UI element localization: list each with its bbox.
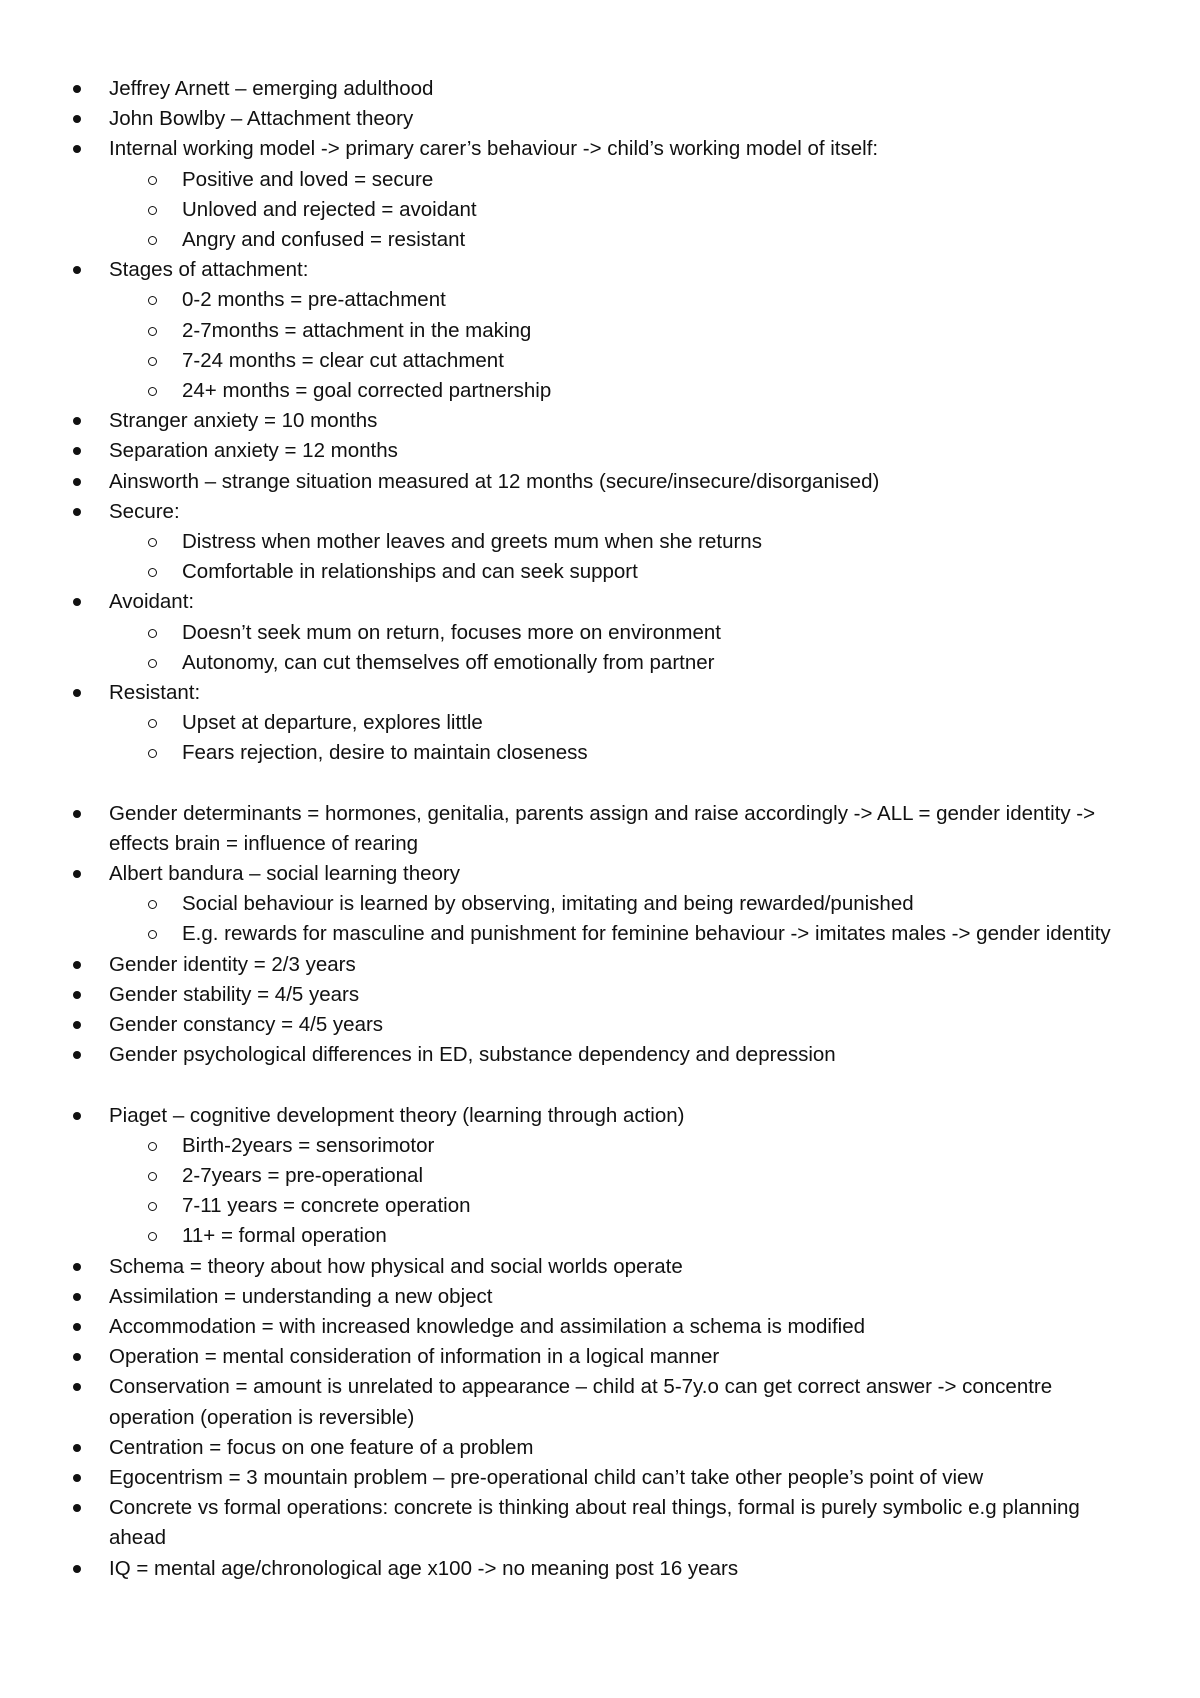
bullet-text: Gender determinants = hormones, genitalia, parents assign and raise accordingly -> ALL = gender identity -> effects brain = influence of rearing <box>109 801 1096 855</box>
bullet-item <box>0 950 1200 980</box>
bullet-text: Concrete vs formal operations: concrete is thinking about real things, formal is purely symbolic e.g planning ahead <box>109 1496 1080 1550</box>
bullet-text: Gender psychological differences in ED, substance dependency and depression <box>109 1043 836 1067</box>
bullet-text: Stranger anxiety = 10 months <box>109 409 378 433</box>
sub-bullet-item <box>0 376 1200 406</box>
sub-bullet-item <box>0 1131 1200 1161</box>
bullet-text: Schema = theory about how physical and social worlds operate <box>109 1254 683 1278</box>
blank-line <box>0 769 1200 799</box>
bullet-text: Positive and loved = secure <box>182 167 434 191</box>
sub-bullet-item <box>0 346 1200 376</box>
bullet-text: 11+ = formal operation <box>182 1224 387 1248</box>
bullet-text: Accommodation = with increased knowledge and assimilation a schema is modified <box>109 1314 866 1338</box>
bullet-text: Assimilation = understanding a new object <box>109 1284 493 1308</box>
bullet-item <box>0 799 1200 859</box>
bullet-item <box>0 1433 1200 1463</box>
bullet-text: 7-24 months = clear cut attachment <box>182 348 504 372</box>
bullet-item <box>0 436 1200 466</box>
sub-bullet-item <box>0 738 1200 768</box>
sub-bullet-item <box>0 889 1200 919</box>
bullet-item <box>0 497 1200 527</box>
bullet-text: Albert bandura – social learning theory <box>109 862 460 886</box>
sub-bullet-item <box>0 165 1200 195</box>
bullet-text: Fears rejection, desire to maintain closeness <box>182 741 588 765</box>
bullet-text: Distress when mother leaves and greets mum when she returns <box>182 530 762 554</box>
bullet-item <box>0 1010 1200 1040</box>
sub-bullet-item <box>0 708 1200 738</box>
bullet-item <box>0 1342 1200 1372</box>
bullet-text: E.g. rewards for masculine and punishment for feminine behaviour -> imitates males -> gender identity <box>182 922 1111 946</box>
bullet-text: Resistant: <box>109 681 201 705</box>
sub-bullet-item <box>0 1191 1200 1221</box>
bullet-item <box>0 74 1200 104</box>
bullet-text: 24+ months = goal corrected partnership <box>182 379 552 403</box>
bullet-text: Operation = mental consideration of information in a logical manner <box>109 1345 720 1369</box>
bullet-text: 2-7years = pre-operational <box>182 1163 424 1187</box>
bullet-item <box>0 1252 1200 1282</box>
bullet-text: Social behaviour is learned by observing, imitating and being rewarded/punished <box>182 892 914 916</box>
bullet-text: Angry and confused = resistant <box>182 228 466 252</box>
sub-bullet-item <box>0 557 1200 587</box>
bullet-item <box>0 1282 1200 1312</box>
sub-bullet-item <box>0 316 1200 346</box>
bullet-item <box>0 587 1200 617</box>
bullet-item <box>0 678 1200 708</box>
bullet-text: Piaget – cognitive development theory (learning through action) <box>109 1103 685 1127</box>
bullet-text: Comfortable in relationships and can seek support <box>182 560 638 584</box>
sub-bullet-item <box>0 919 1200 949</box>
bullet-text: Jeffrey Arnett – emerging adulthood <box>109 77 434 100</box>
bullet-item <box>0 859 1200 889</box>
bullet-item <box>0 467 1200 497</box>
bullet-item <box>0 406 1200 436</box>
bullet-text: John Bowlby – Attachment theory <box>109 107 414 131</box>
bullet-item <box>0 1463 1200 1493</box>
sub-bullet-item <box>0 225 1200 255</box>
bullet-text: Separation anxiety = 12 months <box>109 439 398 463</box>
bullet-text: Ainsworth – strange situation measured at 12 months (secure/insecure/disorganised) <box>109 469 880 493</box>
bullet-text: Secure: <box>109 499 180 523</box>
bullet-item <box>0 1493 1200 1553</box>
sub-bullet-item <box>0 195 1200 225</box>
bullet-text: Avoidant: <box>109 590 195 614</box>
bullet-text: Stages of attachment: <box>109 258 309 282</box>
bullet-item <box>0 1040 1200 1070</box>
bullet-item <box>0 1554 1200 1584</box>
bullet-list <box>0 74 1200 1584</box>
bullet-item <box>0 134 1200 164</box>
bullet-text: Autonomy, can cut themselves off emotionally from partner <box>182 650 715 674</box>
sub-bullet-item <box>0 1161 1200 1191</box>
bullet-item <box>0 104 1200 134</box>
bullet-item <box>0 1312 1200 1342</box>
bullet-text: Gender stability = 4/5 years <box>109 982 360 1006</box>
bullet-text: 7-11 years = concrete operation <box>182 1194 471 1218</box>
sub-bullet-item <box>0 1221 1200 1251</box>
bullet-item <box>0 1101 1200 1131</box>
bullet-text: 2-7months = attachment in the making <box>182 318 532 342</box>
bullet-text: Doesn’t seek mum on return, focuses more on environment <box>182 620 721 644</box>
bullet-item <box>0 1372 1200 1432</box>
bullet-text: 0-2 months = pre-attachment <box>182 288 446 312</box>
bullet-item <box>0 255 1200 285</box>
bullet-text: Gender constancy = 4/5 years <box>109 1013 384 1037</box>
blank-line <box>0 1071 1200 1101</box>
sub-bullet-item <box>0 648 1200 678</box>
bullet-text: Centration = focus on one feature of a problem <box>109 1435 534 1459</box>
bullet-text: Birth-2years = sensorimotor <box>182 1133 435 1157</box>
bullet-text: Conservation = amount is unrelated to appearance – child at 5-7y.o can get correct answer -> concentre operation (operation is reversible) <box>109 1375 1053 1429</box>
sub-bullet-item <box>0 527 1200 557</box>
sub-bullet-item <box>0 285 1200 315</box>
bullet-item <box>0 980 1200 1010</box>
bullet-text: Unloved and rejected = avoidant <box>182 197 477 221</box>
bullet-text: Egocentrism = 3 mountain problem – pre-operational child can’t take other people’s point of view <box>109 1465 984 1489</box>
bullet-text: Upset at departure, explores little <box>182 711 483 735</box>
bullet-text: Internal working model -> primary carer’s behaviour -> child’s working model of itself: <box>109 137 879 161</box>
bullet-text: Gender identity = 2/3 years <box>109 952 356 976</box>
bullet-text: IQ = mental age/chronological age x100 -> no meaning post 16 years <box>109 1556 739 1580</box>
sub-bullet-item <box>0 618 1200 648</box>
